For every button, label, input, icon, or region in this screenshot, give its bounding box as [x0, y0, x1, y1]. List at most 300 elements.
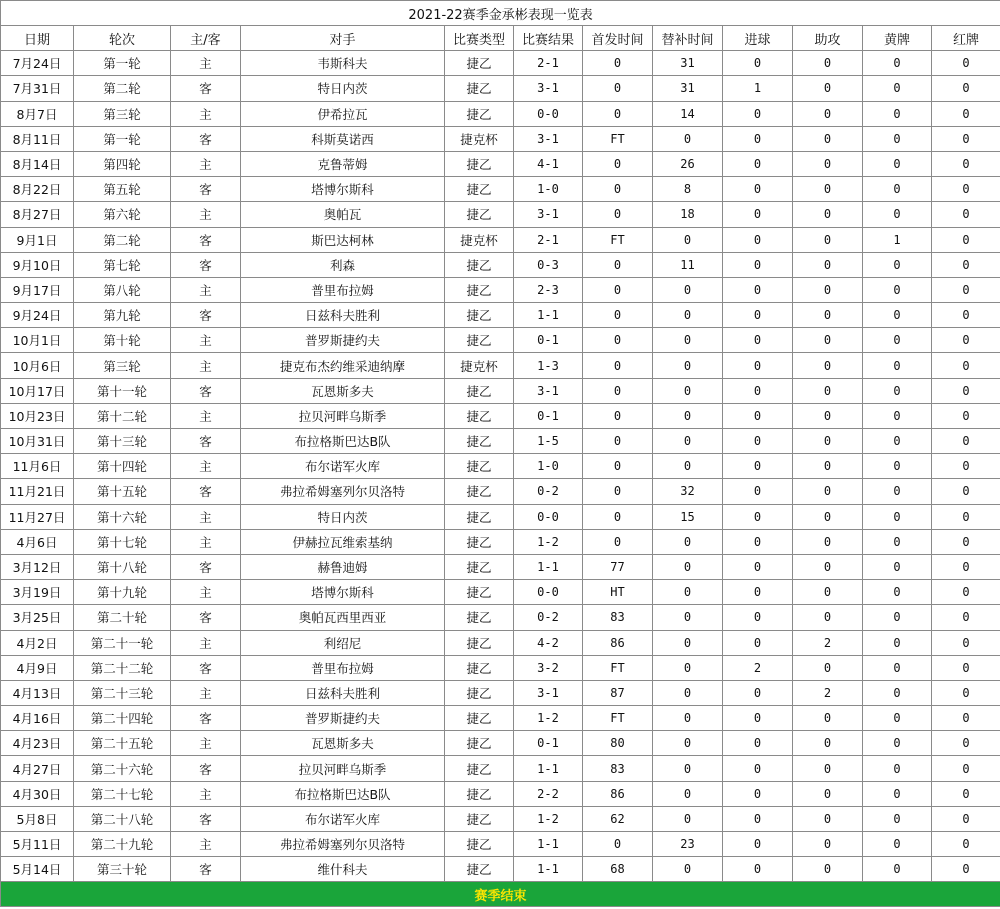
cell-date: 4月6日 [1, 529, 74, 554]
cell-red-cards: 0 [932, 580, 1000, 605]
cell-home-away: 客 [171, 857, 241, 882]
table-row [1, 857, 1000, 882]
cell-round: 第十三轮 [74, 429, 171, 454]
table-row [1, 529, 1000, 554]
cell-round: 第二十轮 [74, 605, 171, 630]
table-row [1, 277, 1000, 302]
cell-goals: 0 [723, 429, 793, 454]
cell-yellow-cards: 0 [863, 680, 932, 705]
cell-yellow-cards: 0 [863, 554, 932, 579]
table-row [1, 479, 1000, 504]
cell-date: 10月31日 [1, 429, 74, 454]
cell-match-type: 捷乙 [445, 504, 514, 529]
cell-assists: 0 [793, 832, 863, 857]
cell-date: 4月2日 [1, 630, 74, 655]
cell-date: 4月23日 [1, 731, 74, 756]
cell-match-type: 捷乙 [445, 378, 514, 403]
cell-match-type: 捷乙 [445, 177, 514, 202]
cell-yellow-cards: 0 [863, 731, 932, 756]
cell-result: 0-0 [514, 580, 583, 605]
cell-match-type: 捷乙 [445, 403, 514, 428]
cell-red-cards: 0 [932, 655, 1000, 680]
cell-start-time: FT [583, 126, 653, 151]
cell-date: 9月10日 [1, 252, 74, 277]
cell-match-type: 捷乙 [445, 328, 514, 353]
cell-result: 2-1 [514, 51, 583, 76]
cell-round: 第二十八轮 [74, 806, 171, 831]
cell-yellow-cards: 0 [863, 832, 932, 857]
cell-match-type: 捷乙 [445, 857, 514, 882]
cell-round: 第三轮 [74, 101, 171, 126]
cell-home-away: 主 [171, 328, 241, 353]
cell-sub-time: 31 [653, 76, 723, 101]
cell-sub-time: 14 [653, 101, 723, 126]
cell-result: 1-1 [514, 554, 583, 579]
cell-date: 3月12日 [1, 554, 74, 579]
cell-opponent: 利绍尼 [241, 630, 445, 655]
cell-date: 5月14日 [1, 857, 74, 882]
cell-start-time: 0 [583, 101, 653, 126]
cell-goals: 2 [723, 655, 793, 680]
header-goals: 进球 [723, 26, 793, 51]
cell-assists: 0 [793, 328, 863, 353]
cell-yellow-cards: 0 [863, 781, 932, 806]
cell-start-time: 0 [583, 832, 653, 857]
cell-red-cards: 0 [932, 303, 1000, 328]
cell-yellow-cards: 0 [863, 51, 932, 76]
header-home-away: 主/客 [171, 26, 241, 51]
cell-home-away: 主 [171, 832, 241, 857]
cell-yellow-cards: 0 [863, 454, 932, 479]
cell-opponent: 普里布拉姆 [241, 277, 445, 302]
cell-goals: 0 [723, 101, 793, 126]
cell-round: 第十七轮 [74, 529, 171, 554]
header-assists: 助攻 [793, 26, 863, 51]
cell-goals: 0 [723, 303, 793, 328]
cell-assists: 0 [793, 277, 863, 302]
cell-opponent: 维什科夫 [241, 857, 445, 882]
cell-goals: 0 [723, 857, 793, 882]
cell-assists: 0 [793, 252, 863, 277]
cell-yellow-cards: 0 [863, 655, 932, 680]
cell-result: 0-1 [514, 403, 583, 428]
cell-result: 0-2 [514, 479, 583, 504]
cell-match-type: 捷乙 [445, 429, 514, 454]
cell-assists: 0 [793, 454, 863, 479]
cell-sub-time: 0 [653, 529, 723, 554]
cell-match-type: 捷乙 [445, 51, 514, 76]
cell-date: 8月22日 [1, 177, 74, 202]
table-row [1, 328, 1000, 353]
cell-result: 3-1 [514, 202, 583, 227]
cell-opponent: 瓦恩斯多夫 [241, 378, 445, 403]
table-title: 2021-22赛季金承彬表现一览表 [1, 1, 1000, 26]
cell-red-cards: 0 [932, 504, 1000, 529]
cell-round: 第十四轮 [74, 454, 171, 479]
cell-match-type: 捷克杯 [445, 353, 514, 378]
cell-yellow-cards: 0 [863, 378, 932, 403]
cell-assists: 0 [793, 378, 863, 403]
cell-yellow-cards: 0 [863, 756, 932, 781]
table-row [1, 227, 1000, 252]
cell-opponent: 普罗斯捷约夫 [241, 328, 445, 353]
cell-red-cards: 0 [932, 277, 1000, 302]
cell-match-type: 捷乙 [445, 806, 514, 831]
cell-sub-time: 15 [653, 504, 723, 529]
cell-assists: 0 [793, 731, 863, 756]
cell-date: 8月11日 [1, 126, 74, 151]
cell-round: 第六轮 [74, 202, 171, 227]
cell-yellow-cards: 0 [863, 303, 932, 328]
cell-assists: 0 [793, 756, 863, 781]
cell-sub-time: 32 [653, 479, 723, 504]
cell-goals: 0 [723, 177, 793, 202]
cell-round: 第二十六轮 [74, 756, 171, 781]
cell-result: 4-1 [514, 151, 583, 176]
cell-opponent: 瓦恩斯多夫 [241, 731, 445, 756]
cell-round: 第十九轮 [74, 580, 171, 605]
cell-round: 第一轮 [74, 51, 171, 76]
cell-result: 2-3 [514, 277, 583, 302]
cell-assists: 0 [793, 781, 863, 806]
cell-result: 3-1 [514, 76, 583, 101]
cell-home-away: 客 [171, 227, 241, 252]
cell-match-type: 捷乙 [445, 554, 514, 579]
cell-sub-time: 0 [653, 454, 723, 479]
cell-round: 第十八轮 [74, 554, 171, 579]
cell-sub-time: 0 [653, 605, 723, 630]
cell-red-cards: 0 [932, 756, 1000, 781]
cell-match-type: 捷乙 [445, 252, 514, 277]
cell-red-cards: 0 [932, 353, 1000, 378]
cell-yellow-cards: 0 [863, 277, 932, 302]
table-row [1, 630, 1000, 655]
cell-red-cards: 0 [932, 630, 1000, 655]
cell-assists: 0 [793, 655, 863, 680]
cell-result: 0-0 [514, 504, 583, 529]
cell-date: 11月27日 [1, 504, 74, 529]
cell-red-cards: 0 [932, 529, 1000, 554]
cell-opponent: 科斯莫诺西 [241, 126, 445, 151]
cell-home-away: 主 [171, 403, 241, 428]
cell-sub-time: 0 [653, 227, 723, 252]
cell-home-away: 客 [171, 806, 241, 831]
cell-home-away: 主 [171, 504, 241, 529]
cell-opponent: 普罗斯捷约夫 [241, 706, 445, 731]
cell-start-time: 0 [583, 328, 653, 353]
cell-opponent: 利森 [241, 252, 445, 277]
cell-assists: 0 [793, 202, 863, 227]
cell-red-cards: 0 [932, 706, 1000, 731]
cell-result: 1-1 [514, 832, 583, 857]
table-row [1, 76, 1000, 101]
cell-sub-time: 0 [653, 403, 723, 428]
cell-sub-time: 0 [653, 857, 723, 882]
cell-opponent: 布尔诺军火库 [241, 806, 445, 831]
cell-result: 3-2 [514, 655, 583, 680]
cell-result: 0-1 [514, 328, 583, 353]
cell-date: 4月16日 [1, 706, 74, 731]
cell-round: 第二十三轮 [74, 680, 171, 705]
cell-start-time: 86 [583, 630, 653, 655]
cell-date: 8月7日 [1, 101, 74, 126]
cell-goals: 0 [723, 554, 793, 579]
cell-start-time: FT [583, 706, 653, 731]
cell-match-type: 捷乙 [445, 101, 514, 126]
table-row [1, 680, 1000, 705]
cell-date: 10月1日 [1, 328, 74, 353]
cell-start-time: 83 [583, 756, 653, 781]
cell-match-type: 捷乙 [445, 630, 514, 655]
cell-assists: 0 [793, 303, 863, 328]
table-row [1, 252, 1000, 277]
cell-yellow-cards: 0 [863, 151, 932, 176]
cell-opponent: 日兹科夫胜利 [241, 303, 445, 328]
cell-home-away: 主 [171, 151, 241, 176]
cell-opponent: 普里布拉姆 [241, 655, 445, 680]
cell-date: 8月14日 [1, 151, 74, 176]
cell-goals: 0 [723, 378, 793, 403]
cell-start-time: 0 [583, 504, 653, 529]
cell-goals: 0 [723, 731, 793, 756]
cell-start-time: 0 [583, 277, 653, 302]
cell-result: 3-1 [514, 680, 583, 705]
cell-assists: 0 [793, 403, 863, 428]
cell-goals: 0 [723, 51, 793, 76]
cell-start-time: 0 [583, 429, 653, 454]
cell-result: 1-5 [514, 429, 583, 454]
cell-match-type: 捷乙 [445, 605, 514, 630]
cell-result: 1-1 [514, 756, 583, 781]
cell-red-cards: 0 [932, 126, 1000, 151]
cell-goals: 0 [723, 605, 793, 630]
cell-start-time: 0 [583, 51, 653, 76]
cell-opponent: 布尔诺军火库 [241, 454, 445, 479]
header-match-type: 比赛类型 [445, 26, 514, 51]
cell-start-time: 62 [583, 806, 653, 831]
cell-result: 1-1 [514, 857, 583, 882]
cell-result: 3-1 [514, 126, 583, 151]
cell-round: 第二轮 [74, 227, 171, 252]
cell-sub-time: 0 [653, 706, 723, 731]
cell-red-cards: 0 [932, 378, 1000, 403]
cell-round: 第十六轮 [74, 504, 171, 529]
cell-start-time: 0 [583, 303, 653, 328]
table-row [1, 655, 1000, 680]
cell-start-time: 87 [583, 680, 653, 705]
cell-result: 2-1 [514, 227, 583, 252]
cell-round: 第十轮 [74, 328, 171, 353]
cell-match-type: 捷乙 [445, 756, 514, 781]
cell-round: 第九轮 [74, 303, 171, 328]
cell-home-away: 主 [171, 277, 241, 302]
cell-assists: 0 [793, 806, 863, 831]
cell-result: 1-0 [514, 454, 583, 479]
cell-assists: 0 [793, 429, 863, 454]
cell-goals: 0 [723, 479, 793, 504]
cell-date: 4月9日 [1, 655, 74, 680]
cell-assists: 0 [793, 857, 863, 882]
cell-opponent: 拉贝河畔乌斯季 [241, 403, 445, 428]
cell-sub-time: 0 [653, 328, 723, 353]
cell-assists: 0 [793, 76, 863, 101]
cell-date: 9月17日 [1, 277, 74, 302]
cell-home-away: 主 [171, 731, 241, 756]
cell-yellow-cards: 0 [863, 202, 932, 227]
cell-date: 7月24日 [1, 51, 74, 76]
cell-match-type: 捷克杯 [445, 126, 514, 151]
cell-date: 10月23日 [1, 403, 74, 428]
cell-assists: 0 [793, 126, 863, 151]
cell-yellow-cards: 0 [863, 857, 932, 882]
table-row [1, 151, 1000, 176]
cell-yellow-cards: 0 [863, 403, 932, 428]
cell-goals: 0 [723, 151, 793, 176]
cell-round: 第十二轮 [74, 403, 171, 428]
cell-match-type: 捷乙 [445, 454, 514, 479]
cell-yellow-cards: 0 [863, 605, 932, 630]
cell-goals: 0 [723, 504, 793, 529]
table-row [1, 554, 1000, 579]
cell-goals: 0 [723, 353, 793, 378]
cell-match-type: 捷乙 [445, 202, 514, 227]
cell-date: 5月8日 [1, 806, 74, 831]
cell-sub-time: 0 [653, 806, 723, 831]
cell-date: 4月27日 [1, 756, 74, 781]
cell-assists: 0 [793, 605, 863, 630]
cell-home-away: 客 [171, 429, 241, 454]
cell-red-cards: 0 [932, 151, 1000, 176]
cell-goals: 0 [723, 756, 793, 781]
cell-goals: 0 [723, 126, 793, 151]
cell-home-away: 主 [171, 454, 241, 479]
table-row [1, 303, 1000, 328]
cell-match-type: 捷乙 [445, 832, 514, 857]
cell-red-cards: 0 [932, 554, 1000, 579]
header-round: 轮次 [74, 26, 171, 51]
cell-red-cards: 0 [932, 403, 1000, 428]
cell-red-cards: 0 [932, 252, 1000, 277]
cell-yellow-cards: 0 [863, 353, 932, 378]
cell-opponent: 布拉格斯巴达B队 [241, 429, 445, 454]
cell-match-type: 捷乙 [445, 731, 514, 756]
cell-goals: 1 [723, 76, 793, 101]
cell-goals: 0 [723, 706, 793, 731]
cell-round: 第五轮 [74, 177, 171, 202]
cell-red-cards: 0 [932, 101, 1000, 126]
cell-date: 8月27日 [1, 202, 74, 227]
cell-date: 3月25日 [1, 605, 74, 630]
header-start-time: 首发时间 [583, 26, 653, 51]
cell-round: 第一轮 [74, 126, 171, 151]
cell-home-away: 客 [171, 303, 241, 328]
cell-assists: 0 [793, 101, 863, 126]
header-row [1, 26, 1000, 51]
cell-start-time: HT [583, 580, 653, 605]
cell-start-time: 0 [583, 353, 653, 378]
header-date: 日期 [1, 26, 74, 51]
cell-opponent: 捷克布杰约维采迪纳摩 [241, 353, 445, 378]
cell-round: 第二十一轮 [74, 630, 171, 655]
cell-assists: 0 [793, 706, 863, 731]
cell-start-time: FT [583, 655, 653, 680]
cell-red-cards: 0 [932, 857, 1000, 882]
cell-sub-time: 0 [653, 655, 723, 680]
cell-match-type: 捷乙 [445, 151, 514, 176]
header-result: 比赛结果 [514, 26, 583, 51]
cell-opponent: 拉贝河畔乌斯季 [241, 756, 445, 781]
cell-home-away: 客 [171, 177, 241, 202]
table-row [1, 126, 1000, 151]
cell-opponent: 日兹科夫胜利 [241, 680, 445, 705]
cell-home-away: 主 [171, 202, 241, 227]
header-red-cards: 红牌 [932, 26, 1000, 51]
cell-start-time: 0 [583, 529, 653, 554]
cell-result: 1-1 [514, 303, 583, 328]
cell-round: 第三轮 [74, 353, 171, 378]
cell-goals: 0 [723, 252, 793, 277]
cell-match-type: 捷乙 [445, 655, 514, 680]
cell-red-cards: 0 [932, 806, 1000, 831]
cell-home-away: 客 [171, 378, 241, 403]
cell-date: 5月11日 [1, 832, 74, 857]
cell-home-away: 客 [171, 655, 241, 680]
cell-assists: 0 [793, 504, 863, 529]
cell-home-away: 主 [171, 51, 241, 76]
cell-result: 0-3 [514, 252, 583, 277]
cell-assists: 0 [793, 227, 863, 252]
cell-round: 第二轮 [74, 76, 171, 101]
cell-match-type: 捷乙 [445, 706, 514, 731]
cell-yellow-cards: 0 [863, 328, 932, 353]
cell-result: 2-2 [514, 781, 583, 806]
cell-goals: 0 [723, 403, 793, 428]
cell-assists: 0 [793, 177, 863, 202]
cell-opponent: 伊希拉瓦 [241, 101, 445, 126]
cell-red-cards: 0 [932, 731, 1000, 756]
table-row [1, 454, 1000, 479]
cell-home-away: 客 [171, 756, 241, 781]
cell-match-type: 捷乙 [445, 76, 514, 101]
cell-home-away: 主 [171, 580, 241, 605]
cell-red-cards: 0 [932, 605, 1000, 630]
cell-result: 1-0 [514, 177, 583, 202]
cell-yellow-cards: 0 [863, 529, 932, 554]
cell-opponent: 塔博尔斯科 [241, 177, 445, 202]
cell-red-cards: 0 [932, 429, 1000, 454]
cell-yellow-cards: 1 [863, 227, 932, 252]
cell-opponent: 韦斯科夫 [241, 51, 445, 76]
cell-sub-time: 26 [653, 151, 723, 176]
cell-date: 10月6日 [1, 353, 74, 378]
cell-yellow-cards: 0 [863, 126, 932, 151]
cell-red-cards: 0 [932, 227, 1000, 252]
cell-match-type: 捷乙 [445, 479, 514, 504]
cell-opponent: 伊赫拉瓦维索基纳 [241, 529, 445, 554]
cell-goals: 0 [723, 680, 793, 705]
cell-opponent: 克鲁蒂姆 [241, 151, 445, 176]
cell-opponent: 赫鲁迪姆 [241, 554, 445, 579]
cell-home-away: 客 [171, 554, 241, 579]
cell-sub-time: 0 [653, 630, 723, 655]
cell-sub-time: 0 [653, 277, 723, 302]
table-row [1, 580, 1000, 605]
cell-sub-time: 0 [653, 378, 723, 403]
cell-goals: 0 [723, 630, 793, 655]
cell-goals: 0 [723, 202, 793, 227]
cell-date: 3月19日 [1, 580, 74, 605]
cell-goals: 0 [723, 277, 793, 302]
